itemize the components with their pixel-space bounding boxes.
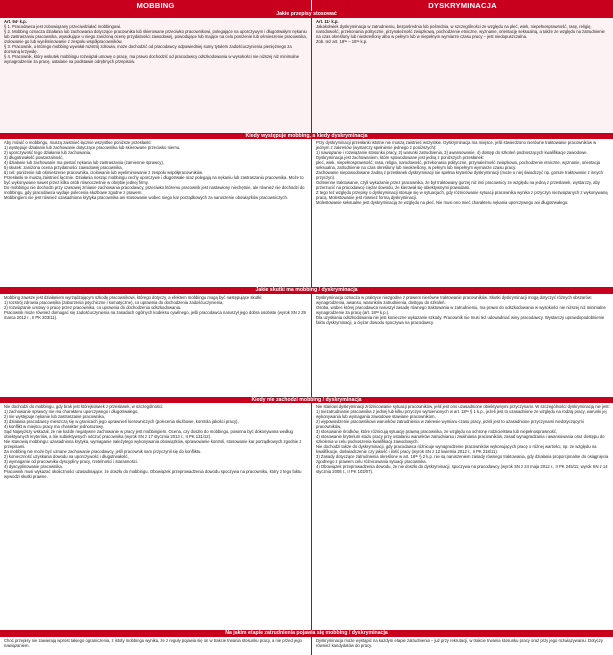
paragraph: Pracownik musi wykazać okoliczności uzasadniające, że doszło do mobbingu. Obowiązek przeprowadzenia dowodu spoczywa na pracowniku, który z tego faktu wywodzi skutki prawne.	[4, 469, 302, 479]
paragraph: Nie stanowią mobbingu: uzasadniona krytyka, wymaganie należytego wykonywania obowiązków, sprawowanie kontroli, stosowanie kar porządkowych zgodnie z przepisami.	[4, 439, 302, 449]
paragraph: 2) rozwiązanie umowy o pracę przez pracownika, co uprawnia do dochodzenia odszkodowania.	[4, 304, 182, 310]
paragraph: 1) nawiązanie i rozwiązanie stosunku pracy, 2) warunki zatrudnienia, 3) awansowanie, 4) dostęp do szkoleń podnoszących kwalifikacje zawodowe.	[316, 150, 588, 155]
paragraph: Mobbingiem nie jest również uzasadniona krytyka pracownika ani stosowanie wobec niego kar porządkowych za naruszenie obowiązków pracowniczych.	[4, 195, 288, 200]
paragraph: § 2. Mobbing oznacza działania lub zachowania dotyczące pracownika lub skierowane przeciwko pracownikowi, polegające na uporczywym i długotrwałym nękaniu lub zastraszaniu pracownika, wywołujące u niego zaniżoną ocenę przydatności zawodowej, powodujące lub mające na celu poniżenie lub ośmieszenie pracownika, izolowanie go lub wyeliminowanie z zespołu współpracowników.	[4, 28, 307, 44]
paragraph: 1) zachowanie sprawcy nie ma charakteru uporczywego i długotrwałego,	[4, 409, 139, 414]
paragraph: 6) cel: poniżenie lub ośmieszenie pracownika, izolowanie lub wyeliminowanie z zespołu współpracowników.	[4, 170, 204, 175]
paragraph: Aby mówić o mobbingu, muszą zaistnieć łącznie wszystkie poniższe przesłanki:	[4, 140, 152, 145]
paragraph: 1) rozstrój zdrowia pracownika (zaburzenia psychiczne i somatyczne), co uprawnia do dochodzenia zadośćuczynienia,	[4, 299, 224, 305]
section-przepisy	[0, 18, 613, 133]
dyskryminacja-cell	[312, 18, 613, 133]
section-kiedy-nie	[0, 403, 613, 630]
paragraph: Nie dochodzi także do dyskryminacji, gdy pracodawca różnicuje wynagrodzenie pracowników wykonujących pracę o różnej wartości, np. ze względu na kwalifikacje, doświadczenie czy jakość i ilość pracy (wyrok SN z 12 kwietnia 2012 r., II PK 218/11).	[316, 444, 597, 454]
paragraph: Do mobbingu nie dochodzi przy czasowej zmianie zachowania pracodawcy, przeciwko któremu pracownik jest nastawiony niechętnie, ale również nie dochodzi do mobbingu, gdy pracodawca wydaje polecenia służbowe zgodne z prawem.	[4, 185, 305, 195]
paragraph: Dyskryminacja oznacza w praktyce niezgodne z prawem nierówne traktowanie pracowników. Skutki dyskryminacji mogą dotyczyć różnych obszarów: wynagrodzenia, awansu, warunków zatrudnienia, dostępu do szkoleń.	[316, 294, 593, 305]
paragraph: 4) dyscyplinowanie pracownika.	[4, 464, 63, 469]
paragraph: Zachowanie niepowodowane żadną z przesłanek dyskryminacji nie spełnia kryteriów dyskryminacji (może o niej świadczyć np. gorsze traktowanie z innych przyczyn).	[316, 170, 603, 180]
paragraph: 3) długotrwałość powtarzalność,	[4, 155, 64, 160]
paragraph: Art. 94³ k.p.	[4, 18, 27, 24]
paragraph: Osoba, wobec której pracodawca naruszył zasadę równego traktowania w zatrudnieniu, ma prawo do odszkodowania w wysokości nie niższej niż minimalne wynagrodzenie za pracę (art. 18³ᵈ k.p.).	[316, 304, 606, 315]
paragraph: 2) uporczywość tego działania lub zachowania,	[4, 150, 92, 155]
paragraph: Nie stanowi dyskryminacji zróżnicowanie sytuacji pracowników, jeśli jest ono uzasadnione obiektywnymi przyczynami. W szczególności dyskryminacją nie jest:	[316, 404, 610, 409]
paragraph: 2) wypowiedzenie pracownikowi warunków zatrudnienia w zakresie wymiaru czasu pracy, jeżeli jest to uzasadnione przyczynami niedotyczącymi pracowników,	[316, 419, 584, 429]
section-skutki	[0, 294, 613, 397]
dyskryminacja-cell	[312, 403, 613, 630]
section-title-skutki: Jakie skutki ma mobbing / dyskryminacja	[0, 287, 613, 294]
paragraph: Przesłanki te muszą zaistnieć łącznie. Działania nosząc mobbingu cechy uporczywe i długotrwałe oraz polegają na nękaniu lub zastraszaniu pracownika. Może to być wykonywane nawet przez kilka osób równocześnie w obrębie jednej firmy.	[4, 175, 304, 185]
section-title-kiedy-nie: Kiedy nie zachodzi mobbing / dyskryminacja	[0, 397, 613, 404]
paragraph: 3) wymaganie od pracownika dyscypliny pracy, rzetelności i staranności.	[4, 459, 138, 464]
paragraph: 3) działania pracodawcy mieszczą się w granicach jego uprawnień kierowniczych (polecenia służbowe, kontrola jakości pracy),	[4, 419, 239, 424]
paragraph: Art. 11³ k.p.	[316, 18, 339, 24]
paragraph: 2) konieczność uzyskania dowodu na uporczywość i długotrwałość,	[4, 454, 129, 459]
header-dyskryminacja: DYSKRYMINACJA	[428, 1, 497, 10]
section-title-kiedy-wystepuje: Kiedy występuje mobbing, a kiedy dyskryminacja	[0, 133, 613, 140]
paragraph: 4) Obowiązek przeprowadzenia dowodu, że nie doszło do dyskryminacji, spoczywa na pracodawcy (wyrok SN z 24 maja 2012 r., II PK 245/11; wyrok SN z 14 stycznia 2008 r., II PK 102/07).	[316, 464, 608, 474]
section-etap	[0, 637, 613, 655]
paragraph: Dla uzyskania odszkodowania nie jest konieczne wykazanie szkody. Pracownik nie musi też udowadniać winy pracodawcy. Wystarczy uprawdopodobnienie faktu dyskryminacji, a ciężar dowodu spoczywa na pracodawcy.	[316, 314, 605, 325]
paragraph: Dyskryminacja może wystąpić na każdym etapie zatrudnienia – już przy rekrutacji, w trakcie trwania stosunku pracy oraz przy jego rozwiązywaniu. Dotyczy również kandydatów do pracy.	[316, 637, 603, 648]
mobbing-cell	[0, 403, 312, 630]
paragraph: Dyskryminacja jest zachowaniem, które spowodowane jest jedną z poniższych przesłanek:	[316, 155, 485, 160]
section-title-przepisy: Jakie przepisy stosować	[0, 11, 613, 18]
dyskryminacja-cell	[312, 294, 613, 397]
paragraph: 4) działanie lub zachowanie ma postać nękania lub zastraszania (zamiennie sprawcy),	[4, 160, 164, 165]
mobbing-cell	[0, 18, 312, 133]
paragraph: 1) niezatrudnianie pracownika z jednej lub kilku przyczyn wymienionych w art. 18³ᵃ § 1 k.p., jeżeli jest to uzasadnione ze względu na rodzaj pracy, warunki jej wykonywania lub wymagania zawodowe stawiane pracownikom,	[316, 409, 607, 419]
paragraph: § 4. Pracownik, który wskutek mobbingu rozwiązał umowę o pracę, ma prawo dochodzić od pracodawcy odszkodowania w wysokości nie niższej niż minimalne wynagrodzenie za pracę, ustalane na podstawie odrębnych przepisów.	[4, 53, 300, 64]
mobbing-cell	[0, 637, 312, 655]
paragraph: Molestowanie seksualne jest dyskryminacją ze względu na płeć. Nie musi ono mieć charakteru nękania uporczywego ani długotrwałego.	[316, 200, 569, 205]
paragraph: Przy dyskryminacji przesłanki istotne nie muszą zaistnieć wszystkie. Dyskryminacja ma miejsce, jeśli stwierdzono nierówne traktowanie pracowników w jednym z zakresów (wystarczy spełnienie jednego z poniższych):	[316, 140, 597, 150]
paragraph: Sąd Najwyższy wskazał, że nie każde negatywne zachowanie w pracy jest mobbingiem. Ocena, czy doszło do mobbingu, powinna być dokonywana według obiektywnych kryteriów, a nie subiektywnych odczuć pracownika (wyrok SN z 17 stycznia 2013 r., II PK 131/12).	[4, 429, 293, 439]
paragraph: Mobbing zawsze jest działaniem wyrządzającym szkodę pracownikowi, którego dotyczy, a efektem mobbingu mogą być następujące skutki:	[4, 294, 263, 300]
mobbing-cell	[0, 294, 312, 397]
header-mobbing: MOBBING	[0, 0, 312, 11]
paragraph: 5) skutek: zaniżona ocena przydatności zawodowej pracownika,	[4, 165, 123, 170]
dyskryminacja-cell	[312, 637, 613, 655]
mobbing-cell	[0, 139, 312, 287]
paragraph: Z tego też względu przepisy o dyskryminacji stosuje się w sytuacjach, gdy różnicowanie sytuacji pracownika wynika z przyczyn niezwiązanych z wykonywaną pracą. Molestowanie jest również formą dyskryminacji.	[316, 190, 608, 200]
section-kiedy-wystepuje	[0, 139, 613, 287]
paragraph: Za mobbing nie może być uznane zachowanie pracodawcy, jeśli pracownik sam przyczynił się do konfliktu.	[4, 449, 202, 454]
paragraph: płeć, wiek, niepełnosprawność, rasa, religia, narodowość, przekonania polityczne, przynależność związkowa, pochodzenie etniczne, wyznanie, orientacja seksualna, zatrudnienie na czas określony lub nieokreślony, w pełnym lub niepełnym wymiarze czasu pracy.	[316, 160, 600, 170]
paragraph: Choć przepisy nie zawierają wprost takiego ograniczenia, z istoty mobbingu wynika, że z reguły pojawia się on w trakcie trwania stosunku pracy, a nie przed jego nawiązaniem.	[4, 637, 302, 648]
paragraph: Pracownik może również domagać się zadośćuczynienia na zasadach ogólnych kodeksu cywilnego, jeśli pracodawca naruszył jego dobra osobiste (wyrok SN z 29 marca 2012 r., II PK 203/11).	[4, 309, 306, 320]
paragraph: Odmienne traktowanie, czyli wykazanie przez pracownika, że był traktowany gorzej niż inni pracownicy ze względu na jedną z przesłanek, wystarczy, aby przerzucić na pracodawcę ciężar dowodu, że kierował się obiektywnymi powodami.	[316, 180, 600, 190]
table-header	[0, 0, 613, 11]
paragraph: Nie dochodzi do mobbingu, gdy brak jest którejkolwiek z przesłanek, w szczególności:	[4, 404, 164, 409]
paragraph: 4) konflikt w miejscu pracy ma charakter jednorazowy.	[4, 424, 104, 429]
paragraph: 3) Zasady dotyczące zatrudnienia określone w art. 18³ᵇ § 2 k.p. nie są naruszeniem zasady równego traktowania, gdy działania proporcjonalne do osiągnięcia zgodnego z prawem celu różnicowania sytuacji pracownika.	[316, 454, 609, 464]
paragraph: 1) występuje działanie lub zachowanie dotyczące pracownika lub skierowane przeciwko niemu,	[4, 145, 181, 150]
paragraph: 4) stosowanie kryterium stażu pracy przy ustalaniu warunków zatrudniania i zwalniania pracowników, zasad wynagradzania i awansowania oraz dostępu do szkolenia w celu podnoszenia kwalifikacji zawodowych.	[316, 434, 605, 444]
paragraph: Zob. też art. 18³ᵃ – 18³ᵉ k.p.	[316, 38, 368, 44]
dyskryminacja-cell	[312, 139, 613, 287]
paragraph: 2) nie występuje nękanie lub zastraszanie pracownika,	[4, 414, 106, 419]
section-title-etap: Na jakim etapie zatrudnienia pojawia się mobbing / dyskryminacja	[0, 630, 613, 637]
paragraph: § 3. Pracownik, u którego mobbing wywołał rozstrój zdrowia, może dochodzić od pracodawcy odpowiedniej sumy tytułem zadośćuczynienia pieniężnego za doznaną krzywdę.	[4, 43, 292, 54]
paragraph: § 1. Pracodawca jest zobowiązany przeciwdziałać mobbingowi.	[4, 23, 122, 29]
paragraph: Jakakolwiek dyskryminacja w zatrudnieniu, bezpośrednia lub pośrednia, w szczególności ze względu na płeć, wiek, niepełnosprawność, rasę, religię, narodowość, przekonania polityczne, przynależność związkową, pochodzenie etniczne, wyznanie, orientację seksualną, a także ze względu na zatrudnienie na czas określony lub nieokreślony albo w pełnym lub w niepełnym wymiarze czasu pracy – jest niedopuszczalna.	[316, 23, 605, 39]
paragraph: 3) stosowanie środków, które różnicują sytuację prawną pracownika, ze względu na ochronę rodzicielstwa lub niepełnosprawność,	[316, 429, 558, 434]
